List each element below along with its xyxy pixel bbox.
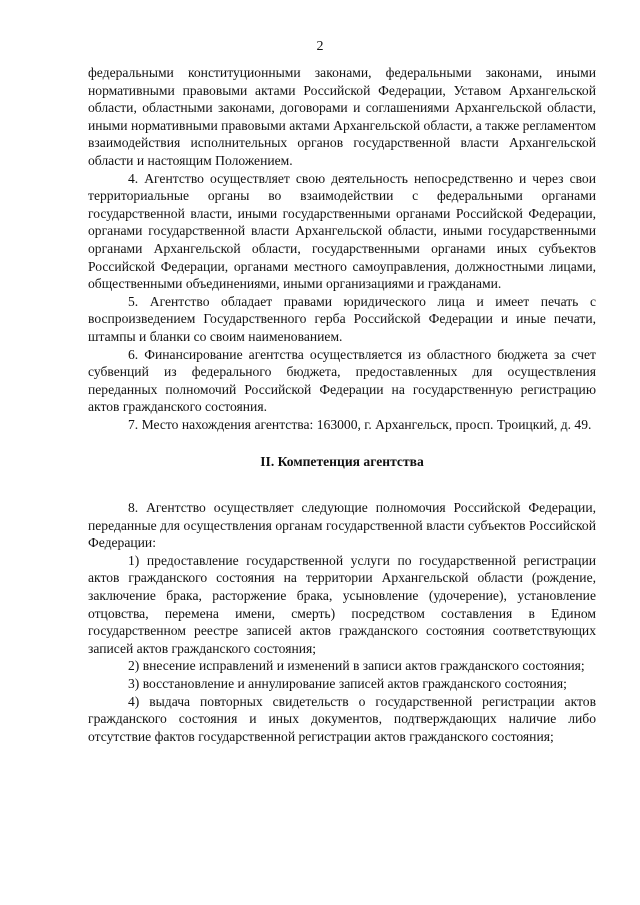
paragraph: 4) выдача повторных свидетельств о государственной регистрации актов гражданского состояния и иных документов, подтверждающих наличие либо отсутствие фактов государственной регистрации актов гражданского состояния; bbox=[88, 693, 596, 744]
paragraphs-before-heading bbox=[88, 64, 596, 433]
paragraph: 7. Место нахождения агентства: 163000, г. Архангельск, просп. Троицкий, д. 49. bbox=[128, 416, 592, 432]
paragraph: 5. Агентство обладает правами юридического лица и имеет печать с воспроизведением Государственного герба Российской Федерации и иные печати, штампы и бланки со своим наименованием. bbox=[88, 293, 596, 344]
paragraph: 1) предоставление государственной услуги по государственной регистрации актов гражданского состояния на территории Архангельской области (рождение, заключение брака, расторжение брака, усыновление (удочерение), установление отцовства, перемена имени, смерть) посредством составления в Едином государственном реестре записей актов гражданского состояния соответствующих записей актов гражданского состояния; bbox=[88, 552, 596, 656]
section-heading: II. Компетенция агентства bbox=[260, 454, 424, 470]
paragraph: федеральными конституционными законами, федеральными законами, иными нормативными правовыми актами Российской Федерации, Уставом Архангельской области, областными законами, договорами и соглашениями Архангельской области, иными нормативными правовыми актами Архангельской области, а также регламентом взаимодействия исполнительных органов государственной власти Архангельской области и настоящим Положением. bbox=[88, 65, 596, 168]
paragraph: 3) восстановление и аннулирование записей актов гражданского состояния; bbox=[128, 676, 567, 691]
paragraph: 2) внесение исправлений и изменений в записи актов гражданского состояния; bbox=[128, 658, 585, 674]
paragraph: 8. Агентство осуществляет следующие полномочия Российской Федерации, переданные для осуществления органам государственной власти субъектов Российской Федерации: bbox=[88, 500, 596, 551]
paragraph: 4. Агентство осуществляет свою деятельность непосредственно и через свои территориальные органы во взаимодействии с федеральными органами государственной власти, иными государственными органами Российской Федерации, органами государственной власти Архангельской области, иными государственными органами Архангельской области, государственными органами иных субъектов Российской Федерации, органами местного самоуправления, должностными лицами, общественными объединениями, иными организациями и гражданами. bbox=[88, 170, 596, 292]
paragraph: 6. Финансирование агентства осуществляется из областного бюджета за счет субвенций из федерального бюджета, предоставленных для осуществления переданных полномочий Российской Федерации на государственную регистрацию актов гражданского состояния. bbox=[88, 346, 596, 415]
page-number: 2 bbox=[316, 39, 324, 54]
document-body bbox=[88, 64, 596, 745]
paragraphs-after-heading bbox=[88, 499, 596, 745]
